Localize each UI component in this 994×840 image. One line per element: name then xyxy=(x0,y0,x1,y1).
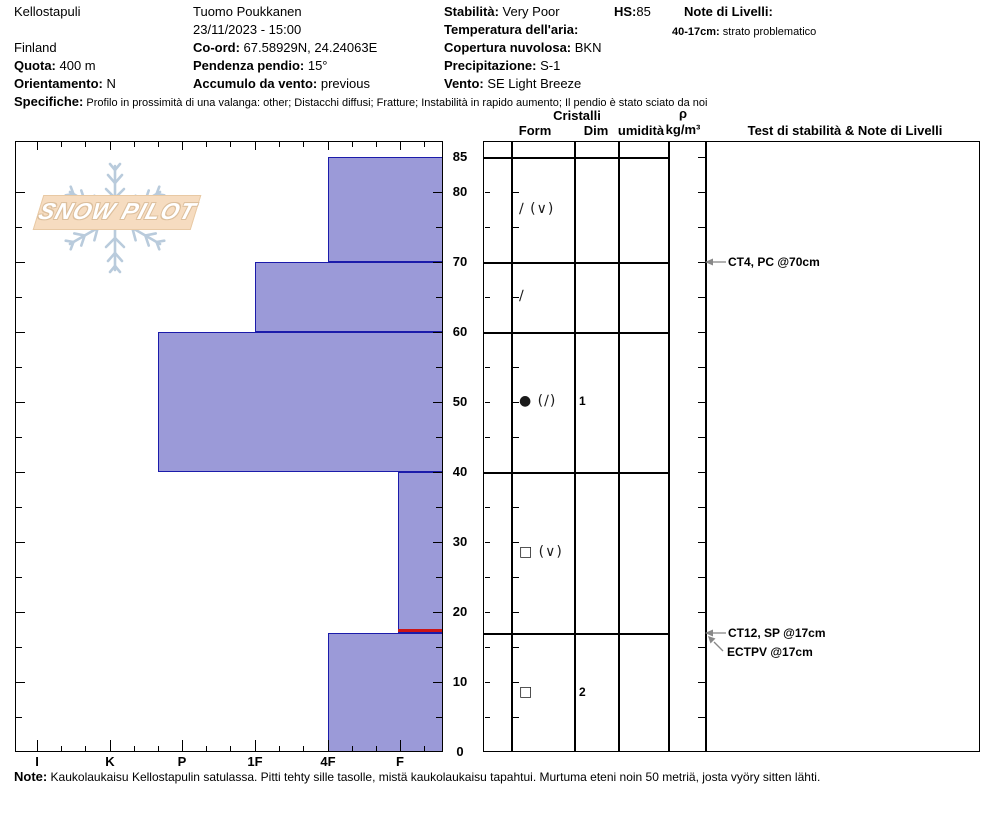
depth-tick xyxy=(436,507,442,508)
hardness-minor-tick xyxy=(376,746,377,751)
panel-depth-tick xyxy=(513,332,519,333)
depth-tick xyxy=(433,682,442,683)
panel-depth-tick xyxy=(698,262,705,263)
panel-depth-tick xyxy=(485,437,490,438)
depth-axis-label: 20 xyxy=(452,604,468,619)
panel-depth-tick xyxy=(485,472,490,473)
panel-depth-tick xyxy=(698,542,705,543)
precip-value: S-1 xyxy=(536,58,561,73)
crystals-header: Cristalli xyxy=(553,108,601,123)
depth-tick xyxy=(433,192,442,193)
coord-value: 67.58929N, 24.24063E xyxy=(239,40,378,55)
panel-depth-tick xyxy=(485,612,490,613)
panel-depth-tick xyxy=(513,227,519,228)
hardness-minor-tick xyxy=(230,746,231,751)
hardness-major-tick xyxy=(255,740,256,751)
hardness-major-tick xyxy=(400,740,401,751)
panel-depth-tick xyxy=(513,612,519,613)
precip-label: Precipitazione: xyxy=(444,58,537,73)
hardness-minor-tick xyxy=(352,142,353,147)
depth-tick xyxy=(433,402,442,403)
panel-depth-tick xyxy=(485,332,490,333)
grain-form-symbol: ● (∕) xyxy=(519,393,557,409)
panel-depth-tick xyxy=(485,577,490,578)
panel-depth-tick xyxy=(698,437,705,438)
depth-axis-label: 60 xyxy=(452,324,468,339)
panel-depth-tick xyxy=(513,157,519,158)
grain-size-value: 1 xyxy=(579,394,586,408)
depth-axis-label: 0 xyxy=(456,744,464,759)
depth-axis-label: 85 xyxy=(452,149,468,164)
hardness-minor-tick xyxy=(424,142,425,147)
grain-form-symbol: ∕ xyxy=(519,288,525,304)
humidity-column-header: umidità xyxy=(617,123,665,138)
density-symbol-header: ρ xyxy=(678,106,688,121)
depth-tick xyxy=(433,262,442,263)
depth-axis-label: 10 xyxy=(452,674,468,689)
depth-tick xyxy=(16,297,22,298)
stability-test-label: CT4, PC @70cm xyxy=(728,255,820,269)
depth-axis-label: 70 xyxy=(452,254,468,269)
panel-depth-tick xyxy=(513,192,519,193)
hs-value: 85 xyxy=(636,4,651,19)
depth-tick xyxy=(16,507,22,508)
observer-name: Tuomo Poukkanen xyxy=(193,4,302,19)
panel-layer-line xyxy=(483,332,668,334)
panel-depth-tick xyxy=(485,647,490,648)
hardness-axis-label: 4F xyxy=(320,754,336,769)
panel-depth-tick xyxy=(698,367,705,368)
panel-column-rule xyxy=(705,141,707,752)
watermark-banner: SNOW PILOT xyxy=(33,195,202,230)
sky-label: Copertura nuvolosa: xyxy=(444,40,572,55)
panel-depth-tick xyxy=(513,262,519,263)
panel-depth-tick xyxy=(698,577,705,578)
coord-label: Co-ord: xyxy=(193,40,240,55)
density-unit-header: kg/m³ xyxy=(665,122,701,137)
airtemp-label: Temperatura dell'aria: xyxy=(444,22,579,37)
hardness-minor-tick xyxy=(134,142,135,147)
hardness-axis-label: K xyxy=(105,754,115,769)
panel-depth-tick xyxy=(485,542,490,543)
hardness-minor-tick xyxy=(303,746,304,751)
slope-value: 15° xyxy=(304,58,328,73)
level-note-range: 40-17cm: xyxy=(672,26,720,38)
depth-tick xyxy=(16,472,25,473)
depth-tick xyxy=(16,367,22,368)
panel-depth-tick xyxy=(698,472,705,473)
data-panel-frame xyxy=(483,141,980,752)
hardness-axis-label: 1F xyxy=(247,754,263,769)
depth-tick xyxy=(436,577,442,578)
main-chart-frame xyxy=(15,141,443,752)
slope-label: Pendenza pendio: xyxy=(193,58,305,73)
panel-depth-tick xyxy=(513,472,519,473)
depth-tick xyxy=(436,227,442,228)
hardness-major-tick xyxy=(328,740,329,751)
panel-layer-line xyxy=(483,472,668,474)
depth-tick xyxy=(16,682,25,683)
depth-axis-label: 80 xyxy=(452,184,468,199)
depth-tick xyxy=(16,192,25,193)
depth-tick xyxy=(16,612,25,613)
grain-form-symbol: □ xyxy=(519,683,534,700)
depth-tick xyxy=(436,717,442,718)
panel-depth-tick xyxy=(698,192,705,193)
panel-depth-tick xyxy=(485,262,490,263)
grain-form-symbol: ∕ (∨) xyxy=(519,200,555,217)
depth-tick xyxy=(433,332,442,333)
hardness-major-tick xyxy=(182,142,183,150)
wind-value: SE Light Breeze xyxy=(483,76,582,91)
depth-tick xyxy=(16,577,22,578)
hardness-major-tick xyxy=(110,142,111,150)
dim-column-header: Dim xyxy=(583,123,609,138)
hardness-minor-tick xyxy=(279,142,280,147)
hardness-minor-tick xyxy=(134,746,135,751)
elevation-value: 400 m xyxy=(55,58,96,73)
level-notes-title: Note di Livelli: xyxy=(684,4,773,19)
hardness-major-tick xyxy=(110,740,111,751)
panel-column-rule xyxy=(618,141,620,752)
panel-depth-tick xyxy=(485,297,490,298)
hardness-major-tick xyxy=(37,142,38,150)
panel-column-rule xyxy=(574,141,576,752)
hardness-minor-tick xyxy=(85,142,86,147)
panel-depth-tick xyxy=(698,402,705,403)
panel-depth-tick xyxy=(698,157,705,158)
depth-tick xyxy=(436,367,442,368)
panel-column-rule xyxy=(668,141,670,752)
panel-depth-tick xyxy=(698,227,705,228)
panel-depth-tick xyxy=(698,682,705,683)
panel-depth-tick xyxy=(485,157,490,158)
panel-depth-tick xyxy=(485,227,490,228)
panel-depth-tick xyxy=(698,717,705,718)
hardness-minor-tick xyxy=(158,746,159,751)
depth-tick xyxy=(433,472,442,473)
depth-tick xyxy=(433,542,442,543)
wind-label: Vento: xyxy=(444,76,484,91)
note-label: Note: xyxy=(14,769,48,784)
panel-depth-tick xyxy=(485,717,490,718)
hardness-minor-tick xyxy=(206,746,207,751)
panel-layer-line xyxy=(483,157,668,159)
hardness-minor-tick xyxy=(230,142,231,147)
panel-depth-tick xyxy=(485,507,490,508)
depth-tick xyxy=(436,437,442,438)
panel-depth-tick xyxy=(698,297,705,298)
pit-note xyxy=(14,768,820,786)
note-text: Kaukolaukaisu Kellostapulin satulassa. Pitti tehty sille tasolle, mistä kaukolaukaisu tapahtui. Murtuma eteni noin 50 metriä, josta vyöry sitten lähti. xyxy=(47,770,821,784)
stability-tests-header: Test di stabilità & Note di Livelli xyxy=(747,123,943,138)
aspect-value: N xyxy=(102,76,116,91)
specifics-value: Profilo in prossimità di una valanga: other; Distacchi diffusi; Fratture; Instabilità in rapido aumento; Il pendio è stato sciato da noi xyxy=(83,97,708,109)
hardness-major-tick xyxy=(182,740,183,751)
panel-depth-tick xyxy=(485,192,490,193)
panel-layer-line xyxy=(483,262,668,264)
depth-tick xyxy=(16,647,22,648)
hardness-minor-tick xyxy=(206,142,207,147)
panel-depth-tick xyxy=(485,682,490,683)
panel-depth-tick xyxy=(485,367,490,368)
windload-label: Accumulo da vento: xyxy=(193,76,318,91)
hardness-axis-label: P xyxy=(177,754,187,769)
panel-depth-tick xyxy=(698,332,705,333)
stability-test-label: CT12, SP @17cm xyxy=(728,626,826,640)
depth-axis-label: 50 xyxy=(452,394,468,409)
site-name: Kellostapuli xyxy=(14,4,81,19)
depth-axis-label: 40 xyxy=(452,464,468,479)
panel-depth-tick xyxy=(513,717,519,718)
panel-depth-tick xyxy=(513,507,519,508)
specifics-label: Specifiche: xyxy=(14,94,84,109)
panel-depth-tick xyxy=(513,437,519,438)
panel-depth-tick xyxy=(513,577,519,578)
hardness-major-tick xyxy=(328,142,329,150)
panel-depth-tick xyxy=(485,402,490,403)
hardness-major-tick xyxy=(400,142,401,150)
hardness-minor-tick xyxy=(279,746,280,751)
form-column-header: Form xyxy=(518,123,552,138)
panel-column-rule xyxy=(511,141,513,752)
hardness-minor-tick xyxy=(352,746,353,751)
hardness-major-tick xyxy=(37,740,38,751)
panel-depth-tick xyxy=(698,507,705,508)
grain-form-symbol: □ (∨) xyxy=(519,543,563,560)
sky-value: BKN xyxy=(571,40,602,55)
level-note-text: strato problematico xyxy=(719,26,817,38)
depth-tick xyxy=(436,297,442,298)
stability-label: Stabilità: xyxy=(444,4,499,19)
panel-depth-tick xyxy=(513,647,519,648)
hardness-axis-label: I xyxy=(35,754,39,769)
hardness-minor-tick xyxy=(61,142,62,147)
depth-axis-label: 30 xyxy=(452,534,468,549)
hardness-minor-tick xyxy=(158,142,159,147)
depth-tick xyxy=(16,437,22,438)
panel-depth-tick xyxy=(513,367,519,368)
depth-tick xyxy=(436,647,442,648)
depth-tick xyxy=(16,542,25,543)
windload-value: previous xyxy=(317,76,370,91)
depth-tick xyxy=(16,227,22,228)
hardness-minor-tick xyxy=(376,142,377,147)
depth-tick xyxy=(16,717,22,718)
depth-tick xyxy=(16,332,25,333)
hardness-major-tick xyxy=(255,142,256,150)
hs-label: HS: xyxy=(614,4,637,19)
panel-depth-tick xyxy=(698,612,705,613)
hardness-minor-tick xyxy=(85,746,86,751)
hardness-minor-tick xyxy=(424,746,425,751)
hardness-minor-tick xyxy=(61,746,62,751)
observation-datetime: 23/11/2023 - 15:00 xyxy=(193,22,302,37)
stability-test-label: ECTPV @17cm xyxy=(727,645,813,659)
aspect-label: Orientamento: xyxy=(14,76,103,91)
panel-depth-tick xyxy=(698,647,705,648)
depth-tick xyxy=(16,262,25,263)
elevation-label: Quota: xyxy=(14,58,56,73)
grain-size-value: 2 xyxy=(579,684,586,699)
site-country: Finland xyxy=(14,40,57,55)
hardness-minor-tick xyxy=(303,142,304,147)
depth-tick xyxy=(433,612,442,613)
hardness-axis-label: F xyxy=(396,754,404,769)
stability-value: Very Poor xyxy=(498,4,560,19)
depth-tick xyxy=(16,402,25,403)
panel-layer-line xyxy=(483,633,668,635)
